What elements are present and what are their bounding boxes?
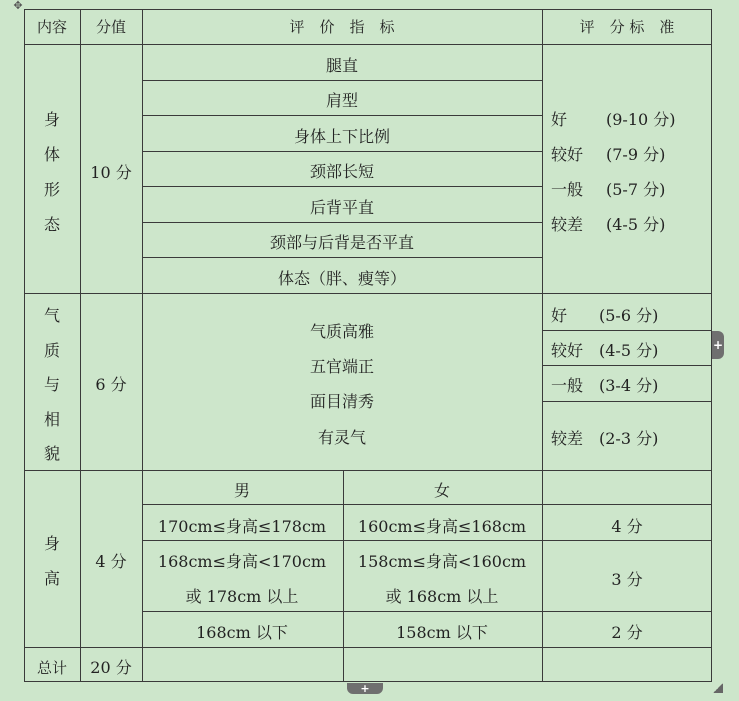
height-score: 3 分 (611, 570, 643, 589)
standard-range: (2-3 分) (599, 429, 659, 448)
column-divider (343, 470, 344, 682)
male-range: 168cm 以下 (196, 623, 288, 642)
section-divider (24, 293, 712, 294)
indicator-item: 腿直 (325, 56, 359, 75)
row-divider (142, 186, 542, 187)
standard-range: (3-4 分) (599, 376, 659, 395)
category-char: 貌 (43, 444, 61, 463)
row-divider (142, 115, 542, 116)
indicator-item: 身体上下比例 (293, 127, 391, 146)
indicator-item: 气质高雅 (309, 322, 375, 341)
standard-range: (5-6 分) (599, 306, 659, 325)
female-header: 女 (433, 481, 451, 500)
indicator-item: 颈部长短 (309, 162, 375, 181)
row-divider (542, 401, 712, 402)
table-border-top (24, 9, 712, 10)
header-indicator: 评 价 指 标 (289, 18, 395, 36)
indicator-item: 后背平直 (309, 198, 375, 217)
standard-range: (4-5 分) (606, 215, 666, 234)
standard-range: (5-7 分) (606, 180, 666, 199)
standard-label: 较好 (551, 145, 584, 164)
header-divider (24, 44, 712, 45)
category-char: 形 (43, 180, 61, 199)
indicator-item: 肩型 (325, 91, 359, 110)
standard-range: (4-5 分) (599, 341, 659, 360)
row-divider (142, 151, 542, 152)
category-char: 身 (43, 534, 61, 553)
section-score: 4 分 (95, 552, 127, 571)
female-range: 160cm≤身高≤168cm (357, 517, 527, 536)
total-score: 20 分 (90, 658, 132, 677)
standard-range: (9-10 分) (606, 110, 676, 129)
female-range-extra: 或 168cm 以上 (385, 587, 499, 606)
section-score: 10 分 (90, 163, 132, 182)
row-divider (142, 611, 712, 612)
row-divider (142, 222, 542, 223)
height-score: 2 分 (611, 623, 643, 642)
male-range: 170cm≤身高≤178cm (157, 517, 327, 536)
standard-label: 好 (551, 306, 568, 325)
add-row-button[interactable]: + (347, 683, 383, 694)
column-divider (142, 9, 143, 682)
standard-label: 较差 (551, 429, 584, 448)
male-header: 男 (233, 481, 251, 500)
row-divider (142, 540, 712, 541)
header-standard: 评 分 标 准 (579, 18, 675, 36)
female-range: 158cm≤身高<160cm (357, 552, 527, 571)
category-char: 体 (43, 145, 61, 164)
category-char: 态 (43, 215, 61, 234)
column-divider (542, 9, 543, 682)
male-range: 168cm≤身高<170cm (157, 552, 327, 571)
row-divider (142, 80, 542, 81)
category-char: 气 (43, 306, 61, 325)
category-char: 质 (43, 341, 61, 360)
table-border-left (24, 9, 25, 682)
section-divider (24, 647, 712, 648)
column-divider (80, 9, 81, 682)
total-label: 总计 (36, 659, 68, 677)
height-score: 4 分 (611, 517, 643, 536)
indicator-item: 面目清秀 (309, 392, 375, 411)
row-divider (542, 330, 712, 331)
category-char: 相 (43, 410, 61, 429)
indicator-item: 体态（胖、瘦等） (277, 269, 407, 288)
indicator-item: 颈部与后背是否平直 (269, 233, 415, 252)
standard-label: 较差 (551, 215, 584, 234)
header-score: 分值 (95, 18, 127, 36)
scoring-table (24, 9, 712, 682)
row-divider (142, 504, 712, 505)
female-range: 158cm 以下 (396, 623, 488, 642)
row-divider (542, 365, 712, 366)
table-resize-handle[interactable] (713, 683, 723, 693)
section-divider (24, 470, 712, 471)
section-score: 6 分 (95, 375, 127, 394)
add-column-button[interactable]: + (712, 331, 724, 359)
standard-range: (7-9 分) (606, 145, 666, 164)
category-char: 高 (43, 569, 61, 588)
header-content: 内容 (36, 18, 68, 36)
category-char: 与 (43, 375, 61, 394)
standard-label: 一般 (551, 180, 584, 199)
male-range-extra: 或 178cm 以上 (185, 587, 299, 606)
table-move-handle[interactable]: ✥ (13, 0, 23, 12)
row-divider (142, 257, 542, 258)
standard-label: 一般 (551, 376, 584, 395)
standard-label: 较好 (551, 341, 584, 360)
standard-label: 好 (551, 110, 568, 129)
indicator-item: 有灵气 (317, 428, 367, 447)
category-char: 身 (43, 110, 61, 129)
indicator-item: 五官端正 (309, 357, 375, 376)
